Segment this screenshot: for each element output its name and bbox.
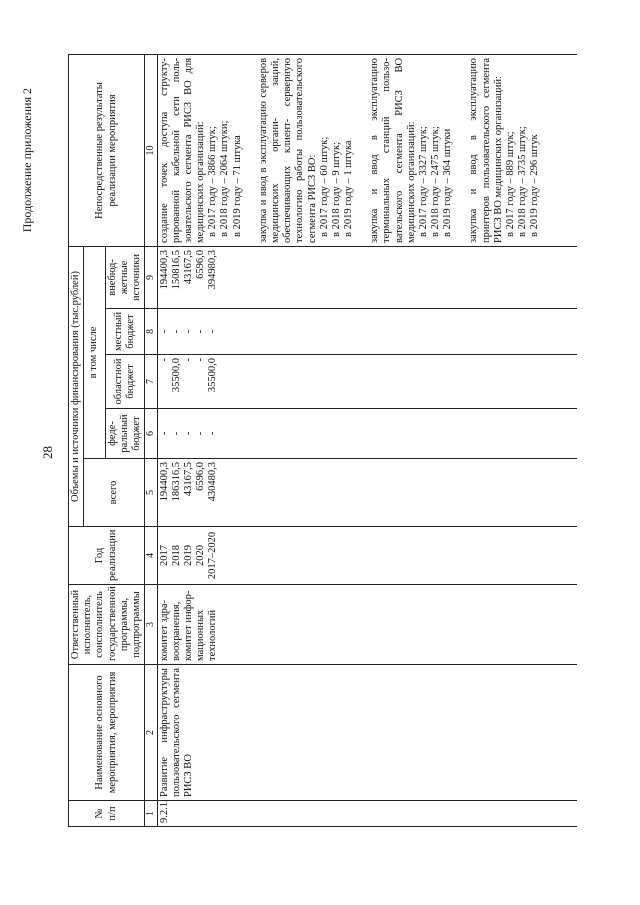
header-local: местный бюджет <box>105 309 145 355</box>
federal-value: - <box>170 431 182 436</box>
year-value: 2017 <box>158 545 170 566</box>
local-value: - <box>158 329 170 334</box>
result-item: в 2019 году – 71 штука <box>231 135 243 237</box>
row-executor: комитет здра- воохранения, комитет инфор- мационных технологий <box>157 585 577 665</box>
results-cell <box>157 54 577 246</box>
table-row <box>157 54 577 826</box>
local-value: - <box>170 329 182 334</box>
extrabudget-value: 150816,5 <box>170 249 182 290</box>
column-index: 10 <box>145 54 158 246</box>
local-value: - <box>182 329 194 334</box>
regional-value: 35500,0 <box>207 358 219 393</box>
header-executor: Ответственный исполнитель, соисполнитель государственной программы, подпрограммы <box>69 585 145 665</box>
year-value: 2018 <box>170 545 182 566</box>
appendix-label: Продолжение приложения 2 <box>20 88 34 233</box>
total-value: 43167,5 <box>182 462 194 497</box>
result-block <box>468 58 541 243</box>
regional-value: - <box>195 358 207 362</box>
result-item: в 2018 году – 2064 штуки; <box>219 120 231 237</box>
result-item: в 2018 году – 3735 штук; <box>517 126 529 237</box>
total-value: 6596,0 <box>195 462 207 491</box>
extrabudget-value: 194400,3 <box>158 249 170 290</box>
header-name: Наименование основного мероприятия, мероприятия <box>69 665 145 801</box>
header-including: в том числе <box>84 246 105 458</box>
header-results: Непосредственные результаты реализации мероприятия <box>69 54 145 246</box>
result-item: в 2017 году – 3327 штук; <box>417 126 429 237</box>
column-index: 5 <box>145 459 158 527</box>
regional-value: - <box>158 358 170 362</box>
local-value: - <box>195 329 207 334</box>
federal-value: - <box>182 431 194 436</box>
column-index: 6 <box>145 409 158 459</box>
result-block <box>159 58 244 243</box>
regional-value: 35500,0 <box>170 358 182 393</box>
header-year: Год реализации <box>69 527 145 585</box>
year-value: 2020 <box>195 545 207 566</box>
extrabudget-values <box>157 246 577 308</box>
column-index: 9 <box>145 246 158 308</box>
result-text: закупка и ввод в эксплуатацию принтеров пользовательского сегмента РИСЗ ВО медицинских организаций: <box>468 57 504 243</box>
result-item: в 2017 году – 60 штук; <box>318 136 330 237</box>
extrabudget-value: 43167,5 <box>182 249 194 285</box>
result-item: в 2018 году – 9 штук; <box>330 141 342 237</box>
result-text: закупка и ввод в эксплуатацию терминальных станций пользо- вательского сегмента РИСЗ ВО медицинских организаций: <box>369 57 417 243</box>
federal-values <box>157 409 577 459</box>
column-index: 2 <box>145 665 158 801</box>
column-index-row <box>145 54 158 826</box>
page-number: 28 <box>40 446 55 459</box>
result-item: в 2018 году – 2475 штук; <box>430 126 442 237</box>
regional-values <box>157 355 577 409</box>
header-number: № п/п <box>69 801 145 827</box>
regional-value: - <box>182 358 194 362</box>
extrabudget-value: 394980,3 <box>207 249 219 290</box>
local-values <box>157 309 577 355</box>
header-federal: феде- ральный бюджет <box>105 409 145 459</box>
local-value: - <box>207 329 219 334</box>
total-values <box>157 459 577 527</box>
total-value: 430480,3 <box>207 462 219 502</box>
result-item: в 2019 году – 1 штука <box>343 140 355 237</box>
column-index: 4 <box>145 527 158 585</box>
year-value: 2017–2020 <box>207 531 219 580</box>
header-total: всего <box>84 459 145 527</box>
program-table <box>68 54 577 827</box>
federal-value: - <box>158 431 170 436</box>
year-value: 2019 <box>182 545 194 566</box>
result-item: в 2017 году – 889 штук; <box>504 131 516 237</box>
result-item: в 2017 году – 3866 штук; <box>207 126 219 237</box>
federal-value: - <box>207 431 219 436</box>
column-index: 8 <box>145 309 158 355</box>
result-block <box>369 58 454 243</box>
result-item: в 2019 году – 296 штук <box>529 134 541 237</box>
result-text: создание точек доступа структу- рированной кабельной сети поль- зовательского сегмента РИСЗ ВО для медицинских организаций: <box>158 57 207 243</box>
header-extrabudget: внебюд- жетные источники <box>105 246 145 308</box>
result-block <box>258 58 355 243</box>
total-value: 186316,5 <box>170 462 182 502</box>
extrabudget-value: 6596,0 <box>195 249 207 279</box>
header-regional: областной бюджет <box>105 355 145 409</box>
row-name: Развитие инфраструктуры пользовательского сегмента РИСЗ ВО <box>157 665 577 801</box>
column-index: 7 <box>145 355 158 409</box>
column-index: 1 <box>145 801 158 827</box>
column-index: 3 <box>145 585 158 665</box>
total-value: 194400,3 <box>158 462 170 502</box>
header-finance-group: Объемы и источники финансирования (тыс.рублей) <box>69 246 84 526</box>
result-item: в 2019 году – 364 штуки <box>442 128 454 237</box>
row-number: 9.2.1. <box>157 801 577 827</box>
result-text: закупка и ввод в эксплуатацию серверов медицинских органи- заций, обеспечивающих клиент- серверную технологию работы пользовательского сегмента РИСЗ ВО: <box>257 57 318 243</box>
row-years <box>157 527 577 585</box>
federal-value: - <box>195 431 207 436</box>
